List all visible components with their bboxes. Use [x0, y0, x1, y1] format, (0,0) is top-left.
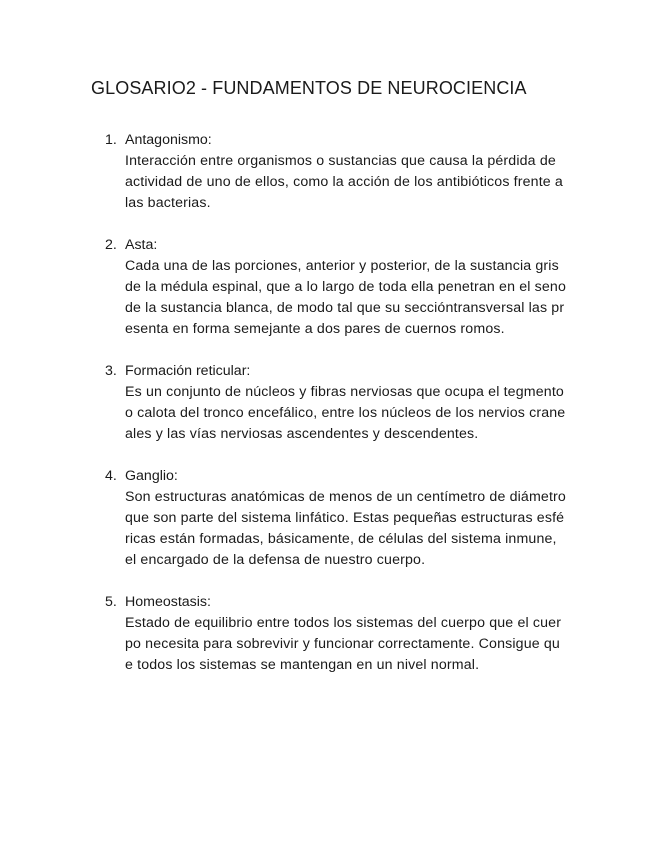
entry-number: 2. — [105, 237, 117, 253]
entry-term: Homeostasis: — [125, 594, 211, 610]
entry-number: 5. — [105, 594, 117, 610]
entry-term: Asta: — [125, 237, 158, 253]
glossary-list — [105, 130, 567, 697]
entry-number: 3. — [105, 363, 117, 379]
glossary-entry — [105, 130, 567, 214]
entry-term: Formación reticular: — [125, 363, 251, 379]
entry-definition: Interacción entre organismos o sustancias que causa la pérdida de actividad de uno de ellos, como la acción de los antibióticos frente a las bacterias. — [125, 153, 563, 211]
glossary-entry — [105, 466, 567, 571]
entry-definition: Cada una de las porciones, anterior y posterior, de la sustancia gris de la médula espinal, que a lo largo de toda ella penetran en el seno de la sustancia blanca, de modo tal que su seccióntransversal las presenta en forma semejante a dos pares de cuernos romos. — [125, 258, 567, 337]
entry-definition: Es un conjunto de núcleos y fibras nerviosas que ocupa el tegmento o calota del tronco encefálico, entre los núcleos de los nervios craneales y las vías nerviosas ascendentes y descendentes. — [125, 384, 566, 442]
entry-term: Ganglio: — [125, 468, 178, 484]
glossary-entry — [105, 235, 567, 340]
entry-definition: Estado de equilibrio entre todos los sistemas del cuerpo que el cuerpo necesita para sobrevivir y funcionar correctamente. Consigue que todos los sistemas se mantengan en un nivel normal. — [125, 615, 562, 673]
glossary-entry — [105, 592, 567, 676]
document-title: GLOSARIO2 - FUNDAMENTOS DE NEUROCIENCIA — [91, 78, 527, 98]
entry-term: Antagonismo: — [125, 132, 212, 148]
entry-number: 1. — [105, 132, 117, 148]
entry-number: 4. — [105, 468, 117, 484]
entry-definition: Son estructuras anatómicas de menos de un centímetro de diámetro que son parte del sistema linfático. Estas pequeñas estructuras esféricas están formadas, básicamente, de células del sistema inmune, el encargado de la defensa de nuestro cuerpo. — [125, 489, 566, 568]
glossary-entry — [105, 361, 567, 445]
